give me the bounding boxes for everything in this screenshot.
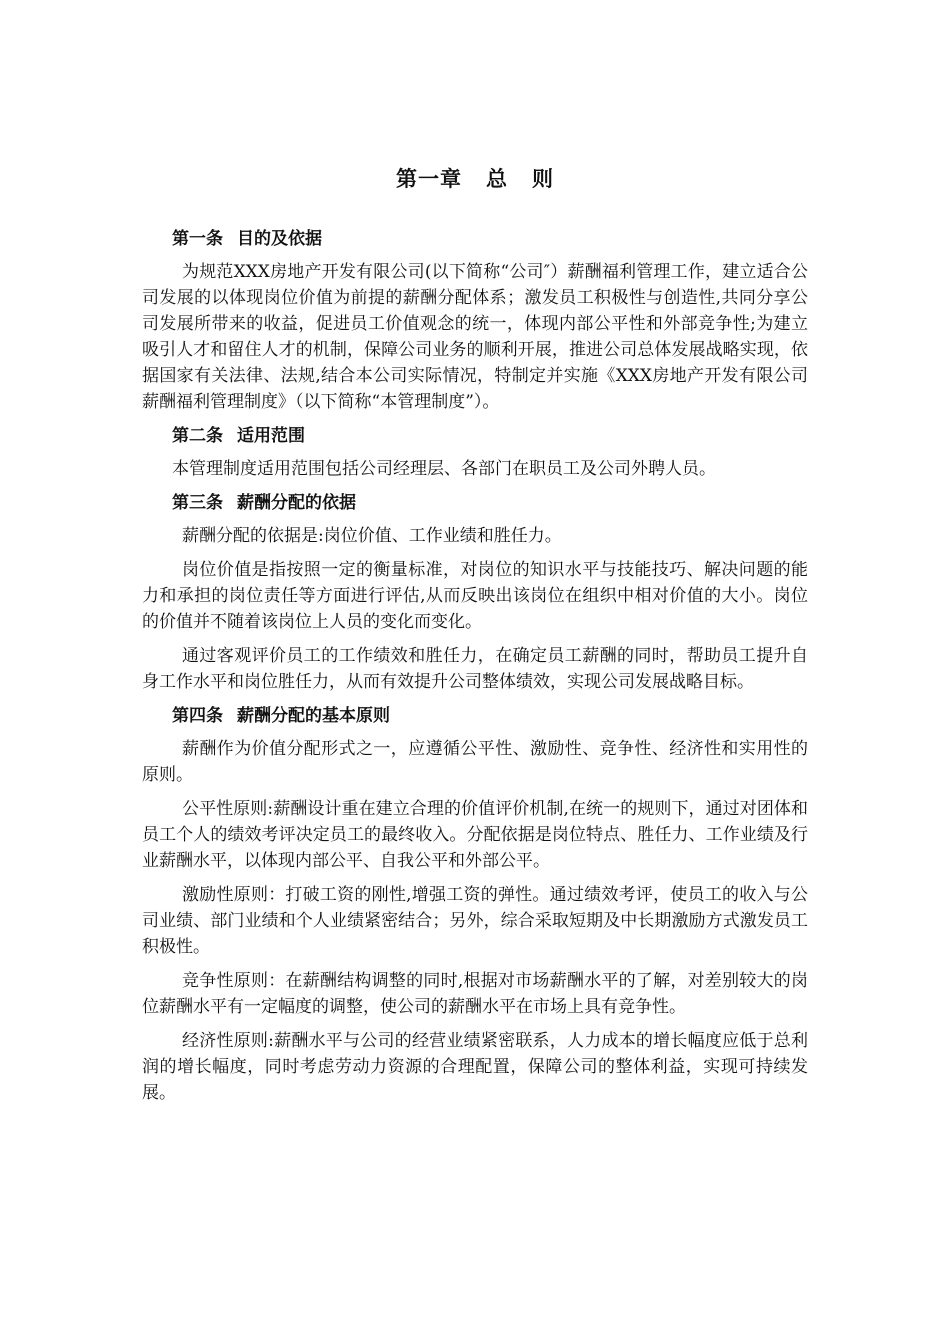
article-heading-3 [142, 490, 808, 516]
paragraph: 经济性原则:薪酬水平与公司的经营业绩紧密联系，人力成本的增长幅度应低于总利润的增长幅度，同时考虑劳动力资源的合理配置，保障公司的整体利益，实现可持续发展。 [142, 1031, 808, 1103]
paragraph: 公平性原则:薪酬设计重在建立合理的价值评价机制,在统一的规则下，通过对团体和员工个人的绩效考评决定员工的最终收入。分配依据是岗位特点、胜任力、工作业绩及行业薪酬水平，以体现内部公平、自我公平和外部公平。 [142, 799, 808, 871]
article-heading-1 [142, 226, 808, 252]
paragraph: 岗位价值是指按照一定的衡量标准，对岗位的知识水平与技能技巧、解决问题的能力和承担的岗位责任等方面进行评估,从而反映出该岗位在组织中相对价值的大小。岗位的价值并不随着该岗位上人员的变化而变化。 [142, 560, 808, 632]
article-heading-2 [142, 423, 808, 449]
article-title: 薪酬分配的基本原则 [237, 706, 390, 726]
article-number: 第一条 [172, 229, 223, 249]
paragraph: 通过客观评价员工的工作绩效和胜任力，在确定员工薪酬的同时，帮助员工提升自身工作水平和岗位胜任力，从而有效提升公司整体绩效，实现公司发展战略目标。 [142, 646, 808, 692]
paragraph: 竞争性原则：在薪酬结构调整的同时,根据对市场薪酬水平的了解，对差别较大的岗位薪酬水平有一定幅度的调整，使公司的薪酬水平在市场上具有竞争性。 [142, 971, 808, 1017]
chapter-title-number: 第一章 [396, 167, 462, 191]
article-title: 适用范围 [237, 426, 305, 446]
article-number: 第四条 [172, 706, 223, 726]
document-body [142, 226, 808, 1114]
article-heading-4 [142, 703, 808, 729]
paragraph: 薪酬分配的依据是:岗位价值、工作业绩和胜任力。 [182, 526, 562, 546]
chapter-title [0, 163, 950, 193]
article-number: 第三条 [172, 493, 223, 513]
paragraph: 本管理制度适用范围包括公司经理层、各部门在职员工及公司外聘人员。 [172, 459, 716, 479]
chapter-title-word-2: 则 [532, 167, 554, 191]
article-title: 薪酬分配的依据 [237, 493, 356, 513]
article-number: 第二条 [172, 426, 223, 446]
paragraph: 为规范XXX房地产开发有限公司(以下简称“公司″）薪酬福利管理工作，建立适合公司发展的以体现岗位价值为前提的薪酬分配体系；激发员工积极性与创造性,共同分享公司发展所带来的收益，促进员工价值观念的统一，体现内部公平性和外部竞争性;为建立吸引人才和留住人才的机制，保障公司业务的顺利开展，推进公司总体发展战略实现，依据国家有关法律、法规,结合本公司实际情况，特制定并实施《XXX房地产开发有限公司薪酬福利管理制度》（以下简称“本管理制度”）。 [142, 262, 808, 412]
paragraph: 薪酬作为价值分配形式之一，应遵循公平性、激励性、竞争性、经济性和实用性的原则。 [142, 739, 808, 785]
paragraph: 激励性原则：打破工资的刚性,增强工资的弹性。通过绩效考评，使员工的收入与公司业绩、部门业绩和个人业绩紧密结合；另外，综合采取短期及中长期激励方式激发员工积极性。 [142, 885, 808, 957]
chapter-title-word-1: 总 [486, 167, 508, 191]
article-title: 目的及依据 [237, 229, 322, 249]
